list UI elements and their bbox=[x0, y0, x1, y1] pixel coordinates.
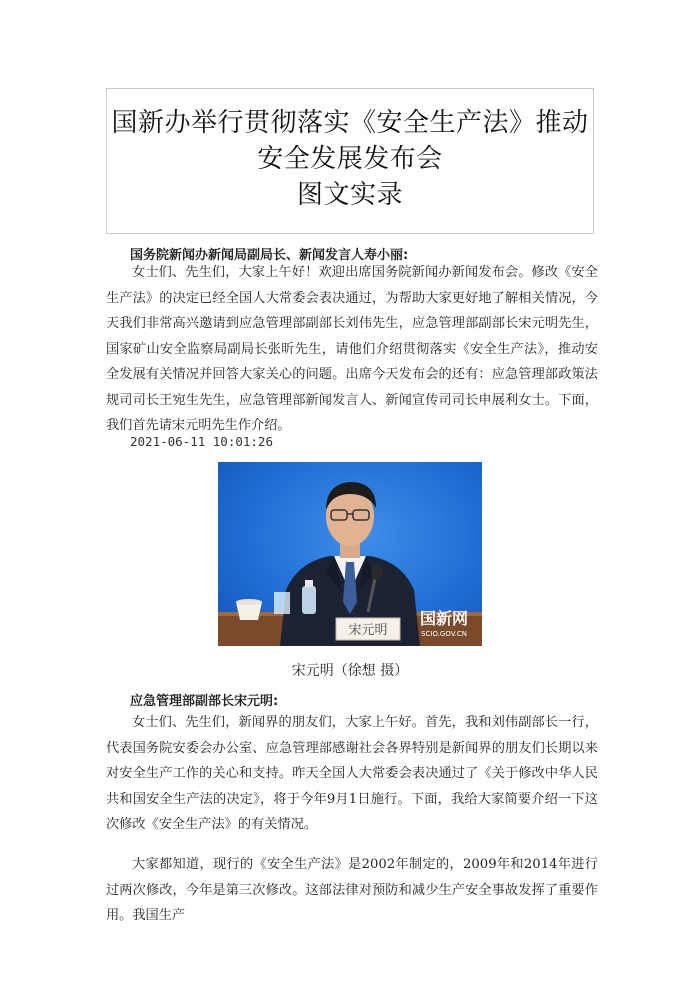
page-title-line-1: 国新办举行贯彻落实《安全生产法》推动 bbox=[111, 108, 589, 138]
page-title-line-3: 图文实录 bbox=[296, 180, 403, 210]
transcript-paragraph-3: 大家都知道，现行的《安全生产法》是2002年制定的，2009年和2014年进行过两次修改，今年是第三次修改。这部法律对预防和减少生产安全事故发挥了重要作用。我国生产 bbox=[106, 857, 598, 923]
timestamp: 2021-06-11 10:01:26 bbox=[130, 434, 273, 449]
speaker-photo bbox=[218, 462, 482, 646]
speaker-photo-drawing bbox=[218, 462, 482, 646]
nameplate-text: 宋元明 bbox=[348, 623, 388, 638]
page-title-line-2: 安全发展发布会 bbox=[257, 144, 443, 174]
watermark-url: SCIO.GOV.CN bbox=[421, 630, 467, 638]
photo-caption: 宋元明（徐想 摄） bbox=[291, 663, 409, 679]
water-bottle bbox=[302, 586, 316, 614]
title-box bbox=[106, 88, 594, 234]
speaker-label-2: 应急管理部副部长宋元明: bbox=[130, 694, 279, 709]
watermark-logo: 国新网 bbox=[419, 609, 469, 628]
speaker-label-1: 国务院新闻办新闻局副局长、新闻发言人寿小丽: bbox=[130, 248, 409, 263]
transcript-paragraph-1: 女士们、先生们，大家上午好！欢迎出席国务院新闻办新闻发布会。修改《安全生产法》的决定已经全国人大常委会表决通过，为帮助大家更好地了解相关情况，今天我们非常高兴邀请到应急管理部副部长刘伟先生，应急管理部副部长宋元明先生，国家矿山安全监察局副局长张昕先生，请他们介绍贯彻落实《安全生产法》，推动安全发展有关情况并回答大家关心的问题。出席今天发布会的还有：应急管理部政策法规司司长王宛生先生，应急管理部新闻发言人、新闻宣传司司长申展利女士。下面，我们首先请宋元明先生作介绍。 bbox=[106, 265, 598, 433]
transcript-paragraph-2: 女士们、先生们，新闻界的朋友们，大家上午好。首先，我和刘伟副部长一行，代表国务院安委会办公室、应急管理部感谢社会各界特别是新闻界的朋友们长期以来对安全生产工作的关心和支持。昨天全国人大常委会表决通过了《关于修改中华人民共和国安全生产法的决定》，将于今年9月1日施行。下面，我给大家简要介绍一下这次修改《安全生产法》的有关情况。 bbox=[106, 715, 598, 832]
glass bbox=[274, 592, 290, 614]
